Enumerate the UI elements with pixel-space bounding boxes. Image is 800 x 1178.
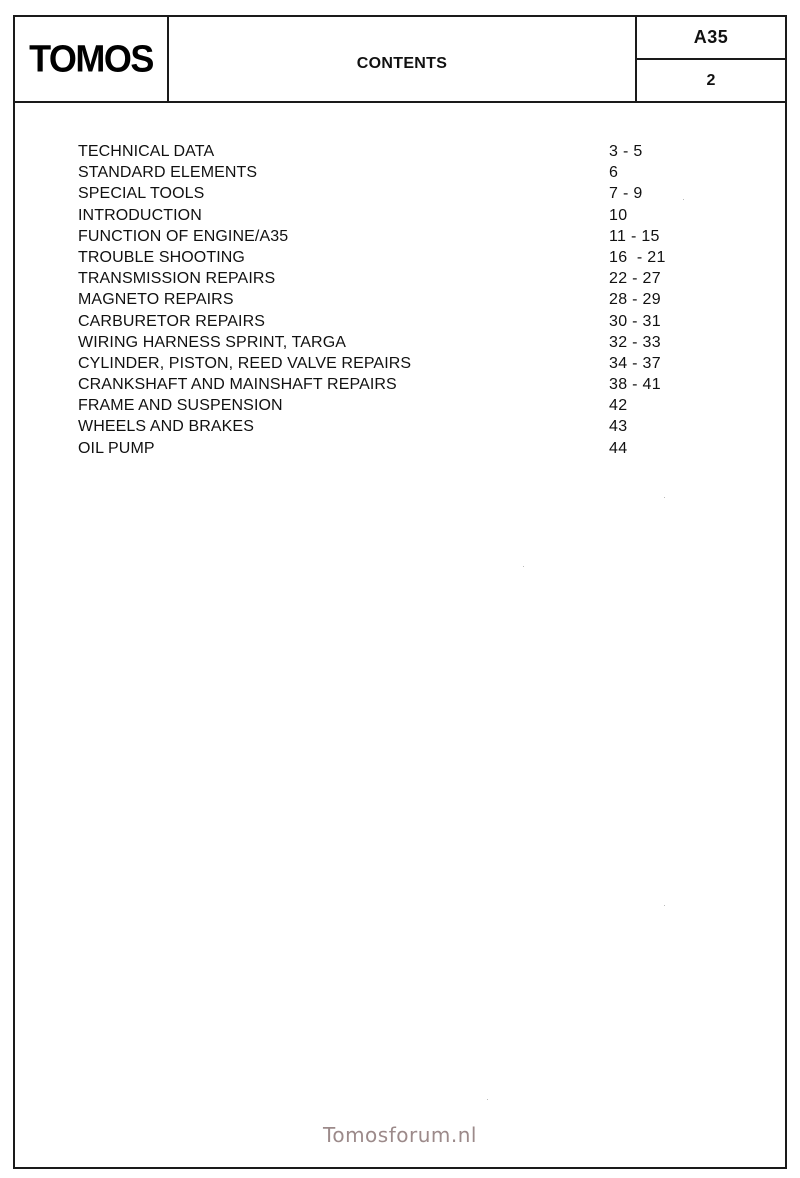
toc-entry-pages: 30 - 31 [609,312,661,330]
toc-entry [78,438,698,459]
table-of-contents [78,141,698,459]
toc-entry-title: TRANSMISSION REPAIRS [78,270,276,288]
toc-entry-title: FUNCTION OF ENGINE/A35 [78,227,289,245]
title-cell [169,17,637,101]
toc-entry-pages: 11 - 15 [609,227,660,245]
page-header [15,17,785,103]
toc-entry-title: OIL PUMP [78,439,155,457]
watermark: Tomosforum.nl [323,1123,477,1147]
scan-speck [664,905,665,906]
toc-entry [78,289,698,310]
toc-entry-pages: 42 [609,397,628,415]
toc-entry [78,416,698,437]
toc-entry [78,226,698,247]
toc-entry [78,268,698,289]
scan-speck [487,1099,488,1100]
toc-entry [78,332,698,353]
toc-entry-pages: 38 - 41 [609,376,661,394]
toc-entry-pages: 22 - 27 [609,270,661,288]
toc-entry [78,205,698,226]
toc-entry-title: TROUBLE SHOOTING [78,248,245,266]
toc-entry-title: CARBURETOR REPAIRS [78,312,266,330]
page-title: CONTENTS [356,55,448,72]
toc-entry-pages: 32 - 33 [609,333,661,351]
toc-entry [78,395,698,416]
toc-entry [78,374,698,395]
model-code: A35 [693,27,729,47]
model-code-cell [637,17,785,60]
toc-entry-pages: 34 - 37 [609,354,661,372]
toc-entry [78,141,698,162]
scan-speck [664,497,665,498]
toc-entry [78,247,698,268]
logo-cell [15,17,169,101]
toc-entry-pages: 6 [609,164,619,182]
toc-entry-title: WHEELS AND BRAKES [78,418,254,436]
toc-entry [78,311,698,332]
toc-entry-title: WIRING HARNESS SPRINT, TARGA [78,333,347,351]
page-number-cell [637,60,785,101]
toc-entry-pages: 43 [609,418,628,436]
toc-entry-pages: 28 - 29 [609,291,661,309]
scan-speck [523,566,524,567]
toc-entry [78,183,698,204]
toc-entry-pages: 3 - 5 [609,143,643,160]
toc-entry-pages: 16 - 21 [609,248,666,266]
toc-entry-title: INTRODUCTION [78,206,202,224]
brand-logo: TOMOS [29,36,153,80]
scan-speck [683,199,684,200]
toc-entry-title: TECHNICAL DATA [78,143,215,160]
toc-entry-pages: 44 [609,439,628,457]
toc-entry-pages: 7 - 9 [609,185,643,203]
toc-entry-title: MAGNETO REPAIRS [78,291,234,309]
page-number: 2 [706,71,716,89]
toc-entry-title: FRAME AND SUSPENSION [78,397,283,415]
toc-entry-title: CYLINDER, PISTON, REED VALVE REPAIRS [78,354,412,372]
toc-entry [78,162,698,183]
toc-entry-pages: 10 [609,206,628,224]
toc-entry-title: SPECIAL TOOLS [78,185,205,203]
toc-entry [78,353,698,374]
toc-entry-title: STANDARD ELEMENTS [78,164,258,182]
toc-entry-title: CRANKSHAFT AND MAINSHAFT REPAIRS [78,376,397,394]
